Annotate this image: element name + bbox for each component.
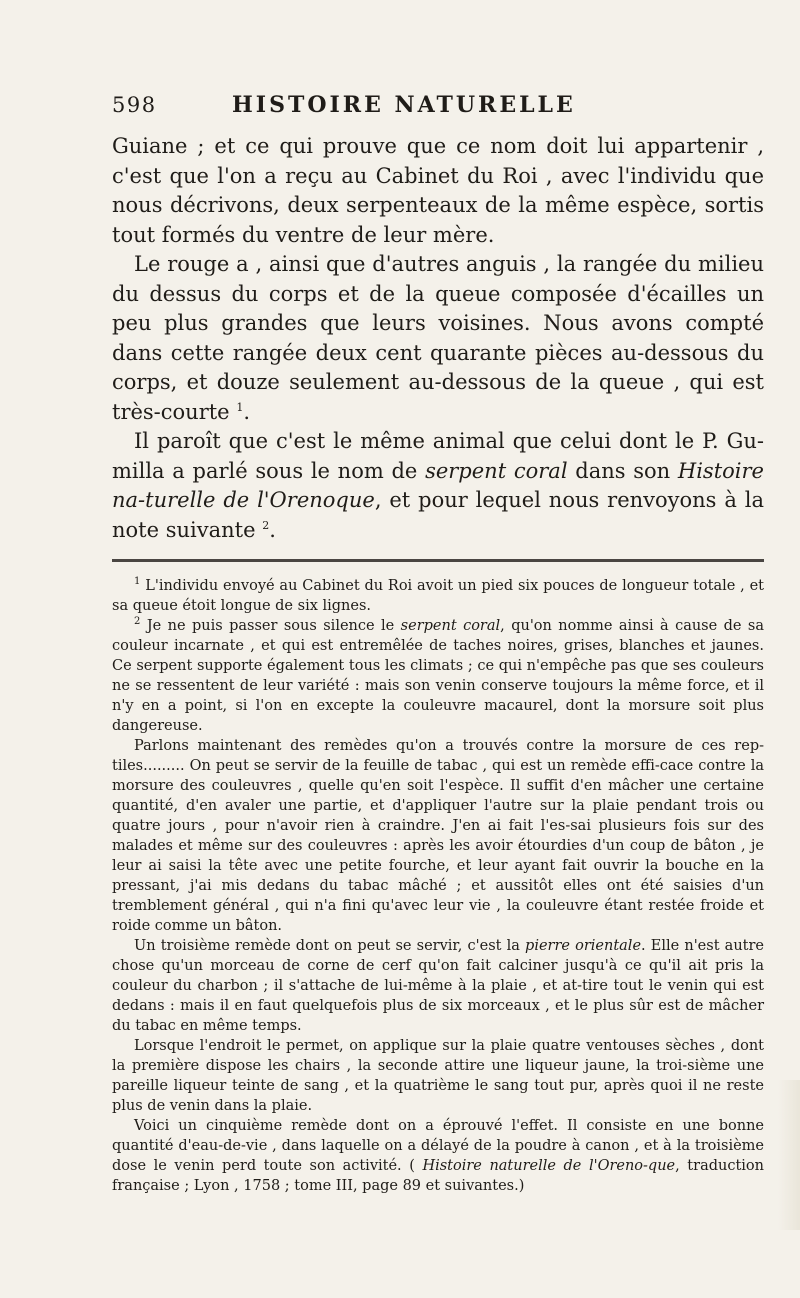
footnote-1-text: L'individu envoyé au Cabinet du Roi avoit un pied six pouces de longueur totale , et sa queue étoit longue de six lignes. [112, 578, 764, 614]
footnote-rule [112, 559, 764, 562]
page-edge-stain [778, 1080, 800, 1230]
paragraph-3-text-c: , et pour lequel nous renvoyons à la note suivante [112, 488, 764, 542]
footnote-2-para-3 [112, 736, 764, 936]
paragraph-3: Il paroît que c'est le même animal que celui dont le P. Gu-milla a parlé sous le nom de serpent coral dans son Histoire na-turelle de l'Orenoque, et pour lequel nous renvoyons à la note suivante $^2$. [112, 429, 764, 542]
footnote-2-para-6-text-a: Voici un cinquième remède dont on a éprouvé l'effet. Il consiste en une bonne quantité d'eau-de-vie , dans laquelle on a délayé de la poudre à canon , et à la troisième dose le venin perd toute son activité. ( [112, 1118, 764, 1174]
paragraph-1 [112, 132, 764, 250]
footnote-2-para-5 [112, 1036, 764, 1116]
footnote-2-para-6-italic: Histoire naturelle de l'Oreno-que [422, 1158, 676, 1174]
footnote-2-para-6 [112, 1116, 764, 1196]
running-title: HISTOIRE NATURELLE [232, 92, 576, 118]
paragraph-1-text: Guiane ; et ce qui prouve que ce nom doit lui appartenir , c'est que l'on a reçu au Cabinet du Roi , avec l'individu que nous décrivons, deux serpenteaux de la même espèce, sortis tout formés du ventre de leur mère. [112, 134, 764, 247]
paragraph-3-text-a: Il paroît que c'est le même animal que celui dont le P. Gu-milla a parlé sous le nom de [112, 429, 764, 483]
footnote-ref-1[interactable]: 1 [236, 400, 244, 414]
paragraph-3-italic-1: serpent coral [425, 458, 568, 483]
footnote-2-para-3-text: Parlons maintenant des remèdes qu'on a trouvés contre la morsure de ces rep-tiles......... On peut se servir de la feuille de tabac , qui est un remède effi-cace contre la morsure des couleuvres , quelle qu'en soit l'espèce. Il suffit d'en mâcher une certaine quantité, d'en avaler une partie, et d'appliquer l'autre sur la plaie pendant trois ou quatre jours , pour n'avoir rien à craindre. J'en ai fait l'es-sai plusieurs fois sur des malades et même sur des couleuvres : après les avoir étourdies d'un coup de bâton , je leur ai saisi la tête avec une petite fourche, et leur ayant fait ouvrir la bouche en la pressant, j'ai mis dedans du tabac mâché ; et aussitôt elles ont été saisies d'un tremblement général , qui n'a fini qu'avec leur vie , la couleuvre étant restée froide et roide comme un bâton. [112, 738, 764, 934]
main-text [112, 132, 764, 545]
running-head [112, 92, 764, 122]
footnote-2-para-4 [112, 936, 764, 1036]
footnote-2-para-5-text: Lorsque l'endroit le permet, on applique sur la plaie quatre ventouses sèches , dont la première dispose les chairs , la seconde attire une liqueur jaune, la troi-sième une pareille liqueur teinte de sang , et la quatrième le sang tout pur, après quoi il ne reste plus de venin dans la plaie. [112, 1038, 764, 1114]
paragraph-3-text-b: dans son [575, 458, 671, 483]
footnote-2-text-a: Je ne puis passer sous silence le [146, 618, 395, 634]
paragraph-2-text: Le rouge a , ainsi que d'autres anguis , la rangée du milieu du dessus du corps et de la queue composée d'écailles un peu plus grandes que leurs voisines. Nous avons compté dans cette rangée deux cent quarante pièces au-dessous du corps, et douze seulement au-dessous de la queue , qui est très-courte [112, 252, 764, 424]
footnote-1-mark: 1 [134, 576, 141, 588]
footnote-1 [112, 576, 764, 616]
footnote-2-para-4-text-a: Un troisième remède dont on peut se servir, c'est la [134, 938, 520, 954]
footnote-2-para-4-text-b: . Elle n'est autre chose qu'un morceau de corne de cerf qu'on fait calciner jusqu'à ce qu'il ait pris la couleur du charbon ; il s'attache de lui-même à la plaie , et at-tire tout le venin qui est dedans : mais il en faut quelquefois plus de six morceaux , et le plus sûr est de mâcher du tabac en même temps. [112, 938, 764, 1034]
footnote-2-text-b: , qu'on nomme ainsi à cause de sa couleur incarnate , et qui est entremêlée de taches noires, grises, blanches et jaunes. Ce serpent supporte également tous les climats ; ce qui n'empêche pas que ses couleurs ne se ressentent de leur variété : mais son venin conserve toujours la même force, et il n'y en a point, si l'on en excepte la couleuvre macaurel, dont la morsure soit plus dangereuse. [112, 618, 765, 734]
footnote-2-para-6-text-b: , traduction française ; Lyon , 1758 ; tome III, page 89 et suivantes.) [112, 1158, 764, 1194]
footnotes [112, 576, 764, 1196]
paragraph-3-italic-2: Histoire na-turelle de l'Orenoque [112, 458, 764, 512]
footnote-ref-2[interactable]: 2 [262, 518, 270, 532]
paragraph-2: Le rouge a , ainsi que d'autres anguis , la rangée du milieu du dessus du corps et de la queue composée d'écailles un peu plus grandes que leurs voisines. Nous avons compté dans cette rangée deux cent quarante pièces au-dessous du corps, et douze seulement au-dessous de la queue , qui est très-courte $^1$. [112, 252, 764, 424]
footnote-2-para-4-italic: pierre orientale [525, 938, 642, 954]
footnote-2 [112, 616, 764, 736]
footnote-2-mark: 2 [134, 616, 141, 628]
footnote-2-italic: serpent coral [400, 618, 501, 634]
page-number: 598 [112, 93, 157, 117]
